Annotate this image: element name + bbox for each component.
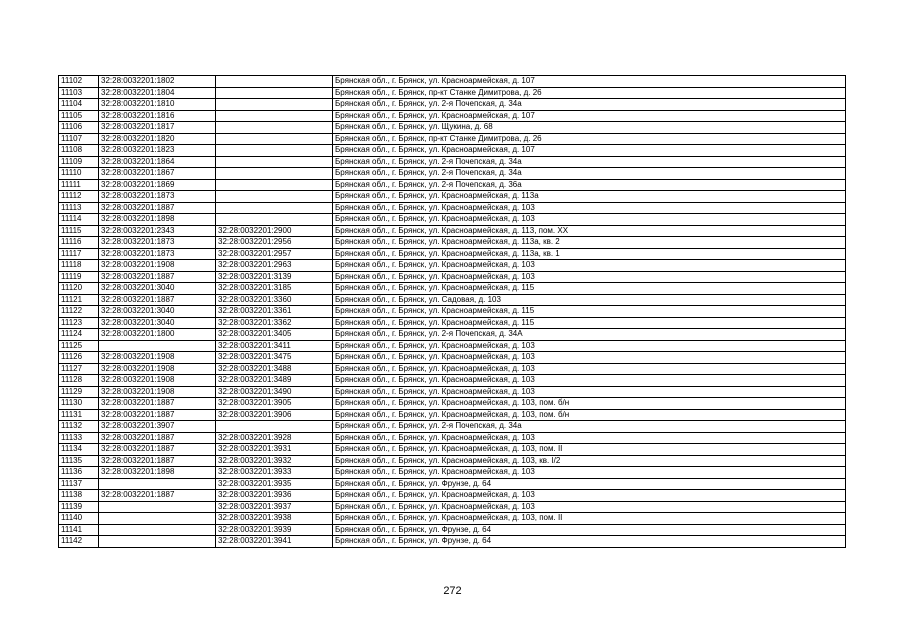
row-number: 11108 bbox=[59, 145, 99, 157]
cadastral-number-cell: 32:28:0032201:1887 bbox=[99, 271, 216, 283]
row-number: 11137 bbox=[59, 478, 99, 490]
row-number: 11125 bbox=[59, 340, 99, 352]
row-number: 11119 bbox=[59, 271, 99, 283]
cadastral-number-cell: 32:28:0032201:1867 bbox=[99, 168, 216, 180]
address-cell: Брянская обл., г. Брянск, ул. Фрунзе, д. 64 bbox=[333, 536, 846, 548]
row-number: 11132 bbox=[59, 421, 99, 433]
cadastral-number-cell: 32:28:0032201:1869 bbox=[99, 179, 216, 191]
table-row bbox=[59, 329, 846, 341]
row-number: 11133 bbox=[59, 432, 99, 444]
address-cell: Брянская обл., г. Брянск, ул. Красноармейская, д. 103 bbox=[333, 501, 846, 513]
table-row bbox=[59, 352, 846, 364]
row-number: 11103 bbox=[59, 87, 99, 99]
cadastral-number-cell: 32:28:0032201:1908 bbox=[99, 260, 216, 272]
cadastral-number-cell: 32:28:0032201:1873 bbox=[99, 237, 216, 249]
address-cell: Брянская обл., г. Брянск, ул. Красноармейская, д. 103 bbox=[333, 271, 846, 283]
registry-table bbox=[58, 75, 846, 548]
row-number: 11104 bbox=[59, 99, 99, 111]
address-cell: Брянская обл., г. Брянск, ул. Красноармейская, д. 103 bbox=[333, 386, 846, 398]
address-cell: Брянская обл., г. Брянск, ул. Красноармейская, д. 103, кв. I/2 bbox=[333, 455, 846, 467]
cadastral-number-cell: 32:28:0032201:2900 bbox=[216, 225, 333, 237]
row-number: 11135 bbox=[59, 455, 99, 467]
cadastral-number-cell: 32:28:0032201:3936 bbox=[216, 490, 333, 502]
cadastral-number-cell: 32:28:0032201:1887 bbox=[99, 490, 216, 502]
row-number: 11140 bbox=[59, 513, 99, 525]
address-cell: Брянская обл., г. Брянск, ул. 2-я Почепская, д. 36а bbox=[333, 179, 846, 191]
address-cell: Брянская обл., г. Брянск, ул. Красноармейская, д. 115 bbox=[333, 283, 846, 295]
cadastral-number-cell: 32:28:0032201:1817 bbox=[99, 122, 216, 134]
table-row bbox=[59, 455, 846, 467]
row-number: 11102 bbox=[59, 76, 99, 88]
row-number: 11128 bbox=[59, 375, 99, 387]
cadastral-number-cell bbox=[216, 76, 333, 88]
cadastral-number-cell: 32:28:0032201:3935 bbox=[216, 478, 333, 490]
table-row bbox=[59, 363, 846, 375]
table-row bbox=[59, 478, 846, 490]
cadastral-number-cell: 32:28:0032201:1873 bbox=[99, 248, 216, 260]
cadastral-number-cell: 32:28:0032201:1873 bbox=[99, 191, 216, 203]
table-row bbox=[59, 76, 846, 88]
address-cell: Брянская обл., г. Брянск, ул. 2-я Почепская, д. 34а bbox=[333, 99, 846, 111]
row-number: 11134 bbox=[59, 444, 99, 456]
address-cell: Брянская обл., г. Брянск, ул. Красноармейская, д. 113а bbox=[333, 191, 846, 203]
row-number: 11123 bbox=[59, 317, 99, 329]
row-number: 11110 bbox=[59, 168, 99, 180]
cadastral-number-cell: 32:28:0032201:1908 bbox=[99, 375, 216, 387]
cadastral-number-cell: 32:28:0032201:1823 bbox=[99, 145, 216, 157]
row-number: 11120 bbox=[59, 283, 99, 295]
cadastral-number-cell bbox=[216, 145, 333, 157]
cadastral-number-cell: 32:28:0032201:1908 bbox=[99, 352, 216, 364]
row-number: 11124 bbox=[59, 329, 99, 341]
address-cell: Брянская обл., г. Брянск, ул. Красноармейская, д. 103 bbox=[333, 202, 846, 214]
table-row bbox=[59, 375, 846, 387]
address-cell: Брянская обл., г. Брянск, ул. Красноармейская, д. 103 bbox=[333, 375, 846, 387]
cadastral-number-cell: 32:28:0032201:2956 bbox=[216, 237, 333, 249]
address-cell: Брянская обл., г. Брянск, ул. 2-я Почепская, д. 34а bbox=[333, 156, 846, 168]
cadastral-number-cell bbox=[99, 478, 216, 490]
address-cell: Брянская обл., г. Брянск, ул. 2-я Почепская, д. 34а bbox=[333, 421, 846, 433]
address-cell: Брянская обл., г. Брянск, ул. Красноармейская, д. 103 bbox=[333, 432, 846, 444]
cadastral-number-cell: 32:28:0032201:3040 bbox=[99, 283, 216, 295]
cadastral-number-cell: 32:28:0032201:1887 bbox=[99, 294, 216, 306]
row-number: 11139 bbox=[59, 501, 99, 513]
cadastral-number-cell: 32:28:0032201:3361 bbox=[216, 306, 333, 318]
row-number: 11105 bbox=[59, 110, 99, 122]
cadastral-number-cell: 32:28:0032201:3139 bbox=[216, 271, 333, 283]
table-row bbox=[59, 398, 846, 410]
row-number: 11118 bbox=[59, 260, 99, 272]
cadastral-number-cell: 32:28:0032201:1908 bbox=[99, 386, 216, 398]
cadastral-number-cell: 32:28:0032201:3932 bbox=[216, 455, 333, 467]
table-row bbox=[59, 260, 846, 272]
table-row bbox=[59, 432, 846, 444]
address-cell: Брянская обл., г. Брянск, ул. Красноармейская, д. 103 bbox=[333, 214, 846, 226]
cadastral-number-cell: 32:28:0032201:1887 bbox=[99, 409, 216, 421]
address-cell: Брянская обл., г. Брянск, ул. Красноармейская, д. 103 bbox=[333, 260, 846, 272]
page-number: 272 bbox=[443, 585, 462, 597]
row-number: 11136 bbox=[59, 467, 99, 479]
cadastral-number-cell bbox=[216, 110, 333, 122]
address-cell: Брянская обл., г. Брянск, ул. Красноармейская, д. 115 bbox=[333, 317, 846, 329]
row-number: 11114 bbox=[59, 214, 99, 226]
address-cell: Брянская обл., г. Брянск, ул. Садовая, д. 103 bbox=[333, 294, 846, 306]
table-row bbox=[59, 248, 846, 260]
row-number: 11113 bbox=[59, 202, 99, 214]
cadastral-number-cell: 32:28:0032201:3937 bbox=[216, 501, 333, 513]
table-row bbox=[59, 156, 846, 168]
address-cell: Брянская обл., г. Брянск, ул. Красноармейская, д. 103 bbox=[333, 340, 846, 352]
cadastral-number-cell: 32:28:0032201:3933 bbox=[216, 467, 333, 479]
cadastral-number-cell: 32:28:0032201:1864 bbox=[99, 156, 216, 168]
address-cell: Брянская обл., г. Брянск, ул. 2-я Почепская, д. 34А bbox=[333, 329, 846, 341]
row-number: 11121 bbox=[59, 294, 99, 306]
cadastral-number-cell bbox=[99, 513, 216, 525]
cadastral-number-cell: 32:28:0032201:3489 bbox=[216, 375, 333, 387]
table-row bbox=[59, 306, 846, 318]
row-number: 11117 bbox=[59, 248, 99, 260]
cadastral-number-cell bbox=[216, 421, 333, 433]
address-cell: Брянская обл., г. Брянск, ул. Красноармейская, д. 103, пом. II bbox=[333, 513, 846, 525]
cadastral-number-cell: 32:28:0032201:3040 bbox=[99, 317, 216, 329]
cadastral-number-cell: 32:28:0032201:3939 bbox=[216, 524, 333, 536]
table-row bbox=[59, 490, 846, 502]
cadastral-number-cell bbox=[99, 501, 216, 513]
cadastral-number-cell: 32:28:0032201:1887 bbox=[99, 432, 216, 444]
table-row bbox=[59, 168, 846, 180]
row-number: 11106 bbox=[59, 122, 99, 134]
table-row bbox=[59, 386, 846, 398]
address-cell: Брянская обл., г. Брянск, ул. Фрунзе, д. 64 bbox=[333, 478, 846, 490]
registry-table-body bbox=[59, 76, 846, 548]
cadastral-number-cell: 32:28:0032201:3360 bbox=[216, 294, 333, 306]
row-number: 11141 bbox=[59, 524, 99, 536]
address-cell: Брянская обл., г. Брянск, ул. Красноармейская, д. 103 bbox=[333, 467, 846, 479]
cadastral-number-cell: 32:28:0032201:3941 bbox=[216, 536, 333, 548]
cadastral-number-cell: 32:28:0032201:3938 bbox=[216, 513, 333, 525]
address-cell: Брянская обл., г. Брянск, ул. 2-я Почепская, д. 34а bbox=[333, 168, 846, 180]
table-row bbox=[59, 87, 846, 99]
table-row bbox=[59, 110, 846, 122]
cadastral-number-cell: 32:28:0032201:3931 bbox=[216, 444, 333, 456]
address-cell: Брянская обл., г. Брянск, ул. Фрунзе, д. 64 bbox=[333, 524, 846, 536]
cadastral-number-cell: 32:28:0032201:1816 bbox=[99, 110, 216, 122]
table-row bbox=[59, 444, 846, 456]
table-row bbox=[59, 191, 846, 203]
cadastral-number-cell bbox=[216, 156, 333, 168]
cadastral-number-cell: 32:28:0032201:3907 bbox=[99, 421, 216, 433]
cadastral-number-cell: 32:28:0032201:3185 bbox=[216, 283, 333, 295]
address-cell: Брянская обл., г. Брянск, ул. Красноармейская, д. 115 bbox=[333, 306, 846, 318]
row-number: 11109 bbox=[59, 156, 99, 168]
cadastral-number-cell: 32:28:0032201:3906 bbox=[216, 409, 333, 421]
cadastral-number-cell: 32:28:0032201:3362 bbox=[216, 317, 333, 329]
cadastral-number-cell: 32:28:0032201:3405 bbox=[216, 329, 333, 341]
table-row bbox=[59, 214, 846, 226]
table-row bbox=[59, 271, 846, 283]
table-row bbox=[59, 202, 846, 214]
cadastral-number-cell: 32:28:0032201:3488 bbox=[216, 363, 333, 375]
cadastral-number-cell: 32:28:0032201:1804 bbox=[99, 87, 216, 99]
table-row bbox=[59, 283, 846, 295]
address-cell: Брянская обл., г. Брянск, ул. Красноармейская, д. 113а, кв. 1 bbox=[333, 248, 846, 260]
cadastral-number-cell: 32:28:0032201:3928 bbox=[216, 432, 333, 444]
table-row bbox=[59, 501, 846, 513]
cadastral-number-cell: 32:28:0032201:3905 bbox=[216, 398, 333, 410]
cadastral-number-cell bbox=[216, 99, 333, 111]
address-cell: Брянская обл., г. Брянск, ул. Красноармейская, д. 113, пом. XX bbox=[333, 225, 846, 237]
address-cell: Брянская обл., г. Брянск, ул. Красноармейская, д. 103, пом. б/н bbox=[333, 409, 846, 421]
cadastral-number-cell: 32:28:0032201:3490 bbox=[216, 386, 333, 398]
table-row bbox=[59, 294, 846, 306]
table-row bbox=[59, 467, 846, 479]
table-row bbox=[59, 513, 846, 525]
address-cell: Брянская обл., г. Брянск, ул. Красноармейская, д. 103 bbox=[333, 363, 846, 375]
row-number: 11115 bbox=[59, 225, 99, 237]
cadastral-number-cell bbox=[216, 168, 333, 180]
row-number: 11116 bbox=[59, 237, 99, 249]
table-row bbox=[59, 225, 846, 237]
cadastral-number-cell bbox=[99, 524, 216, 536]
address-cell: Брянская обл., г. Брянск, ул. Красноармейская, д. 107 bbox=[333, 76, 846, 88]
cadastral-number-cell bbox=[216, 87, 333, 99]
address-cell: Брянская обл., г. Брянск, пр-кт Станке Димитрова, д. 26 bbox=[333, 133, 846, 145]
table-row bbox=[59, 237, 846, 249]
cadastral-number-cell: 32:28:0032201:2963 bbox=[216, 260, 333, 272]
cadastral-number-cell bbox=[99, 340, 216, 352]
cadastral-number-cell: 32:28:0032201:1887 bbox=[99, 398, 216, 410]
address-cell: Брянская обл., г. Брянск, ул. Красноармейская, д. 113а, кв. 2 bbox=[333, 237, 846, 249]
table-row bbox=[59, 340, 846, 352]
row-number: 11122 bbox=[59, 306, 99, 318]
cadastral-number-cell: 32:28:0032201:1887 bbox=[99, 444, 216, 456]
table-row bbox=[59, 409, 846, 421]
cadastral-number-cell: 32:28:0032201:1800 bbox=[99, 329, 216, 341]
address-cell: Брянская обл., г. Брянск, пр-кт Станке Димитрова, д. 26 bbox=[333, 87, 846, 99]
row-number: 11126 bbox=[59, 352, 99, 364]
cadastral-number-cell bbox=[216, 202, 333, 214]
cadastral-number-cell bbox=[99, 536, 216, 548]
table-row bbox=[59, 133, 846, 145]
cadastral-number-cell: 32:28:0032201:1802 bbox=[99, 76, 216, 88]
cadastral-number-cell: 32:28:0032201:1810 bbox=[99, 99, 216, 111]
address-cell: Брянская обл., г. Брянск, ул. Красноармейская, д. 103 bbox=[333, 490, 846, 502]
table-row bbox=[59, 317, 846, 329]
cadastral-number-cell: 32:28:0032201:2343 bbox=[99, 225, 216, 237]
row-number: 11129 bbox=[59, 386, 99, 398]
address-cell: Брянская обл., г. Брянск, ул. Щукина, д. 68 bbox=[333, 122, 846, 134]
address-cell: Брянская обл., г. Брянск, ул. Красноармейская, д. 107 bbox=[333, 110, 846, 122]
cadastral-number-cell bbox=[216, 122, 333, 134]
address-cell: Брянская обл., г. Брянск, ул. Красноармейская, д. 103, пом. б/н bbox=[333, 398, 846, 410]
cadastral-number-cell: 32:28:0032201:3475 bbox=[216, 352, 333, 364]
row-number: 11131 bbox=[59, 409, 99, 421]
cadastral-number-cell: 32:28:0032201:3040 bbox=[99, 306, 216, 318]
row-number: 11142 bbox=[59, 536, 99, 548]
cadastral-number-cell: 32:28:0032201:1898 bbox=[99, 467, 216, 479]
table-row bbox=[59, 122, 846, 134]
table-row bbox=[59, 99, 846, 111]
cadastral-number-cell: 32:28:0032201:2957 bbox=[216, 248, 333, 260]
row-number: 11127 bbox=[59, 363, 99, 375]
cadastral-number-cell bbox=[216, 179, 333, 191]
table-row bbox=[59, 524, 846, 536]
cadastral-number-cell bbox=[216, 133, 333, 145]
cadastral-number-cell: 32:28:0032201:1887 bbox=[99, 202, 216, 214]
table-row bbox=[59, 145, 846, 157]
address-cell: Брянская обл., г. Брянск, ул. Красноармейская, д. 107 bbox=[333, 145, 846, 157]
row-number: 11107 bbox=[59, 133, 99, 145]
row-number: 11130 bbox=[59, 398, 99, 410]
cadastral-number-cell: 32:28:0032201:1887 bbox=[99, 455, 216, 467]
cadastral-number-cell: 32:28:0032201:1908 bbox=[99, 363, 216, 375]
row-number: 11112 bbox=[59, 191, 99, 203]
cadastral-number-cell: 32:28:0032201:3411 bbox=[216, 340, 333, 352]
cadastral-number-cell bbox=[216, 214, 333, 226]
table-row bbox=[59, 179, 846, 191]
cadastral-number-cell bbox=[216, 191, 333, 203]
cadastral-number-cell: 32:28:0032201:1898 bbox=[99, 214, 216, 226]
address-cell: Брянская обл., г. Брянск, ул. Красноармейская, д. 103 bbox=[333, 352, 846, 364]
row-number: 11111 bbox=[59, 179, 99, 191]
table-row bbox=[59, 421, 846, 433]
cadastral-number-cell: 32:28:0032201:1820 bbox=[99, 133, 216, 145]
table-row bbox=[59, 536, 846, 548]
address-cell: Брянская обл., г. Брянск, ул. Красноармейская, д. 103, пом. II bbox=[333, 444, 846, 456]
row-number: 11138 bbox=[59, 490, 99, 502]
